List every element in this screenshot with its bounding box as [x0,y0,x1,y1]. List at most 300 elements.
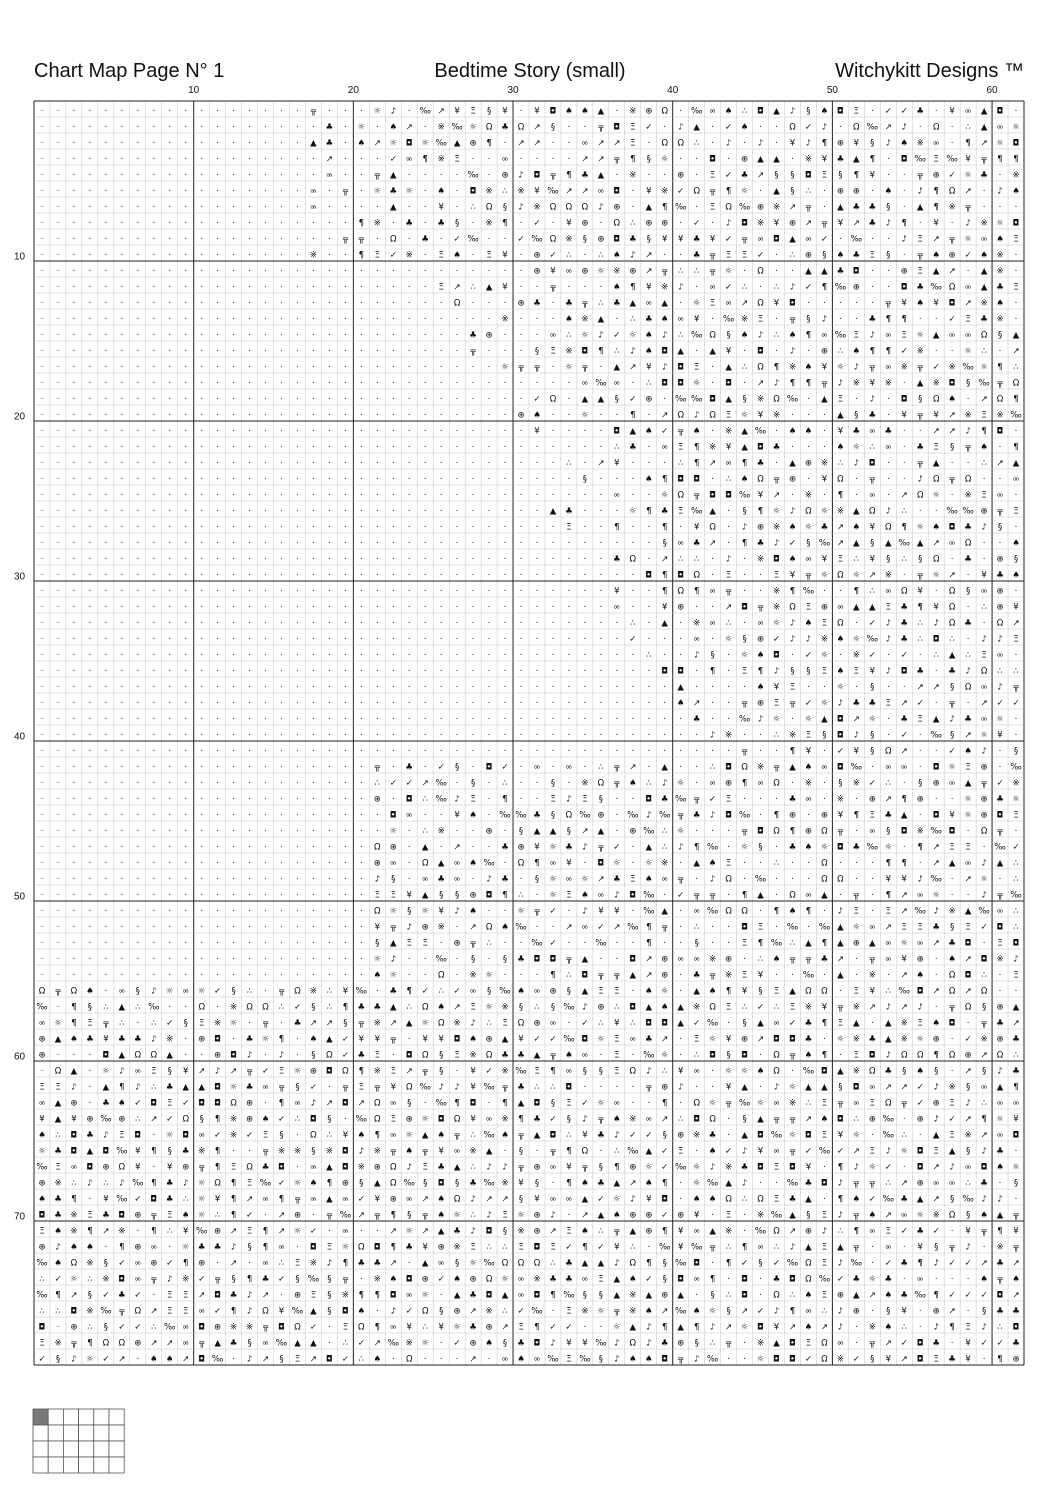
chart-symbol: ¶ [790,379,795,389]
page-map-cell [79,1457,94,1473]
chart-symbol: § [886,827,890,837]
chart-symbol: · [440,443,443,453]
chart-symbol: · [727,1115,730,1125]
chart-symbol: Ω [725,907,732,917]
chart-symbol: ╦ [917,363,924,373]
chart-symbol: ※ [853,779,860,789]
chart-symbol: § [663,539,667,549]
chart-symbol: ¥ [279,1307,285,1317]
chart-symbol: · [472,363,475,373]
chart-symbol: § [535,875,539,885]
chart-symbol: · [216,491,219,501]
chart-symbol: ∞ [709,779,716,789]
chart-symbol: Ξ [407,939,412,949]
chart-symbol: · [360,155,363,165]
chart-symbol: § [934,1067,938,1077]
chart-symbol: ◘ [741,1291,748,1301]
chart-symbol: ♪ [327,1259,332,1269]
chart-symbol: · [903,1115,906,1125]
chart-symbol: ♣ [932,1339,940,1349]
chart-symbol: · [679,219,682,229]
chart-symbol: · [839,859,842,869]
chart-symbol: · [41,859,44,869]
chart-symbol: ※ [805,779,812,789]
chart-symbol: ‰ [675,1307,686,1317]
chart-symbol: · [600,955,603,965]
row-label: 60 [14,1052,25,1063]
chart-symbol: · [376,811,379,821]
chart-symbol: § [774,171,778,181]
chart-symbol: ✓ [661,427,668,437]
chart-symbol: Ω [981,331,988,341]
chart-symbol: ♪ [311,1099,316,1109]
chart-symbol: ☼ [597,267,605,277]
chart-symbol: · [584,507,587,517]
chart-symbol: · [440,699,443,709]
chart-symbol: ↗ [869,1291,876,1301]
chart-symbol: ¶ [662,475,667,485]
chart-symbol: ✓ [805,283,812,293]
chart-symbol: ▲ [837,203,844,213]
chart-symbol: · [568,651,571,661]
chart-symbol: ∴ [1013,363,1018,373]
chart-symbol: ✓ [645,1131,652,1141]
chart-symbol: · [615,747,618,757]
chart-symbol: § [551,123,555,133]
chart-symbol: · [248,331,251,341]
chart-symbol: ‰ [356,1115,367,1125]
chart-symbol: · [89,523,92,533]
chart-symbol: ∴ [502,1243,507,1253]
chart-symbol: § [806,539,810,549]
chart-symbol: ⊕ [837,139,844,149]
chart-symbol: · [472,843,475,853]
chart-symbol: ¶ [822,1019,827,1029]
chart-symbol: ✓ [278,1275,285,1285]
chart-symbol: Ξ [902,923,907,933]
chart-symbol: ☼ [1012,123,1020,133]
chart-symbol: · [136,955,139,965]
chart-symbol: ✓ [501,763,508,773]
chart-symbol: ↗ [150,1339,157,1349]
chart-symbol: ╦ [709,187,716,197]
chart-symbol: ‰ [531,939,542,949]
chart-symbol: · [919,731,922,741]
chart-symbol: ☼ [1012,1163,1020,1173]
chart-symbol: · [136,939,139,949]
chart-symbol: · [344,603,347,613]
chart-symbol: ╦ [613,763,620,773]
chart-symbol: Ω [55,1067,62,1077]
chart-symbol: § [950,923,954,933]
chart-symbol: · [344,635,347,645]
chart-symbol: ✓ [390,779,397,789]
chart-symbol: ╦ [390,923,397,933]
chart-symbol: · [57,811,60,821]
chart-symbol: · [568,635,571,645]
chart-symbol: · [89,635,92,645]
chart-symbol: · [41,1067,44,1077]
chart-symbol: · [152,443,155,453]
chart-symbol: ※ [965,411,972,421]
chart-symbol: · [184,1003,187,1013]
chart-symbol: ⊕ [837,187,844,197]
chart-symbol: · [73,891,76,901]
chart-symbol: · [759,1275,762,1285]
chart-symbol: ╦ [949,1243,956,1253]
chart-symbol: ♪ [566,795,571,805]
chart-symbol: · [344,971,347,981]
chart-symbol: ◘ [837,1115,844,1125]
chart-symbol: ¥ [215,1195,221,1205]
chart-symbol: · [216,747,219,757]
chart-symbol: ♠ [86,1243,94,1253]
chart-symbol: ∞ [996,1099,1003,1109]
chart-symbol: ☼ [996,1115,1004,1125]
chart-symbol: Ω [422,1003,429,1013]
chart-symbol: · [120,955,123,965]
chart-symbol: ↗ [965,955,972,965]
chart-symbol: · [536,155,539,165]
chart-symbol: ♣ [501,123,509,133]
column-label: 20 [348,85,359,96]
chart-symbol: · [168,1003,171,1013]
chart-symbol: ⊕ [549,987,556,997]
chart-symbol: ♪ [838,907,843,917]
chart-symbol: · [57,443,60,453]
chart-symbol: · [935,747,938,757]
chart-symbol: · [887,651,890,661]
chart-symbol: ◘ [741,1275,748,1285]
chart-symbol: ∴ [39,1307,44,1317]
chart-symbol: ※ [933,1211,940,1221]
chart-symbol: § [966,1083,970,1093]
chart-symbol: · [520,747,523,757]
chart-symbol: · [136,219,139,229]
chart-symbol: · [472,667,475,677]
chart-symbol: · [312,443,315,453]
chart-symbol: ♪ [247,1307,252,1317]
chart-symbol: ⊕ [422,1275,429,1285]
chart-symbol: ✓ [901,1227,908,1237]
chart-symbol: · [73,203,76,213]
chart-symbol: ♪ [630,347,635,357]
chart-symbol: ♠ [533,411,541,421]
chart-symbol: Ξ [726,1003,731,1013]
chart-symbol: ¥ [454,811,460,821]
chart-symbol: · [120,587,123,597]
chart-symbol: ╦ [262,1147,269,1157]
chart-symbol: · [41,379,44,389]
chart-symbol: Ξ [886,699,891,709]
chart-symbol: · [392,539,395,549]
chart-symbol: · [57,363,60,373]
chart-symbol: · [248,219,251,229]
chart-symbol: · [855,619,858,629]
chart-symbol: · [312,347,315,357]
chart-symbol: · [168,715,171,725]
chart-symbol: · [248,235,251,245]
chart-symbol: · [168,779,171,789]
chart-symbol: ╦ [613,1307,620,1317]
chart-symbol: · [200,1051,203,1061]
chart-symbol: ☼ [501,363,509,373]
chart-symbol: ╦ [294,1195,301,1205]
chart-symbol: · [168,347,171,357]
chart-symbol: ∞ [773,1019,780,1029]
chart-symbol: · [168,587,171,597]
chart-symbol: ∴ [981,603,986,613]
chart-symbol: ※ [486,1307,493,1317]
chart-symbol: · [679,155,682,165]
chart-symbol: · [536,779,539,789]
chart-symbol: Ω [805,987,812,997]
chart-symbol: ⊕ [853,1307,860,1317]
chart-symbol: ◘ [310,1243,317,1253]
chart-symbol: · [679,651,682,661]
chart-symbol: · [248,731,251,741]
chart-symbol: ▲ [630,971,637,981]
chart-symbol: · [376,475,379,485]
chart-symbol: · [807,875,810,885]
chart-symbol: · [328,507,331,517]
chart-symbol: ‰ [643,907,654,917]
chart-symbol: ◘ [757,1131,764,1141]
chart-symbol: ↗ [885,923,892,933]
chart-symbol: ¶ [550,1291,555,1301]
chart-symbol: ◘ [613,235,620,245]
chart-symbol: · [232,267,235,277]
chart-symbol: ◘ [661,667,668,677]
chart-symbol: · [328,283,331,293]
chart-symbol: ♣ [805,1035,813,1045]
chart-symbol: ♠ [757,683,765,693]
chart-symbol: § [136,987,140,997]
chart-symbol: · [280,187,283,197]
chart-symbol: · [600,1323,603,1333]
chart-symbol: ∞ [134,1275,141,1285]
chart-symbol: · [631,939,634,949]
chart-symbol: ✓ [677,891,684,901]
chart-symbol: · [360,683,363,693]
chart-symbol: · [488,491,491,501]
chart-symbol: · [280,891,283,901]
chart-symbol: ◘ [534,1339,541,1349]
chart-symbol: · [312,603,315,613]
chart-symbol: ◘ [949,1019,956,1029]
chart-symbol: · [376,443,379,453]
chart-symbol: · [168,139,171,149]
chart-symbol: ‰ [851,763,862,773]
chart-symbol: · [264,699,267,709]
chart-symbol: Ξ [870,1099,875,1109]
chart-symbol: ⊕ [533,267,540,277]
chart-symbol: ♪ [790,507,795,517]
chart-symbol: · [89,267,92,277]
chart-symbol: ♪ [550,1211,555,1221]
chart-symbol: § [934,1243,938,1253]
chart-symbol: · [120,507,123,517]
chart-symbol: ※ [853,1067,860,1077]
chart-symbol: ☼ [964,795,972,805]
chart-symbol: ※ [581,1307,588,1317]
chart-symbol: ▲ [550,507,557,517]
chart-symbol: · [424,619,427,629]
chart-symbol: ¶ [215,1163,220,1173]
chart-symbol: ∴ [662,827,667,837]
chart-symbol: · [631,907,634,917]
chart-symbol: Ξ [758,923,763,933]
chart-symbol: · [520,107,523,117]
chart-symbol: Ω [693,1099,700,1109]
chart-symbol: · [105,523,108,533]
chart-symbol: · [280,811,283,821]
chart-symbol: · [679,523,682,533]
chart-symbol: ╦ [693,491,700,501]
chart-symbol: ♠ [741,475,749,485]
chart-symbol: ∴ [854,1115,859,1125]
chart-symbol: ¶ [949,1323,954,1333]
chart-symbol: Ω [821,1355,828,1365]
chart-symbol: ∴ [566,331,571,341]
chart-symbol: ⊕ [214,1227,221,1237]
chart-symbol: · [520,715,523,725]
chart-symbol: ‰ [707,1179,718,1189]
chart-symbol: ¥ [901,411,907,421]
chart-symbol: ╦ [581,1163,588,1173]
chart-symbol: ¶ [662,571,667,581]
chart-symbol: · [184,811,187,821]
chart-symbol: ╦ [581,299,588,309]
chart-symbol: · [823,299,826,309]
chart-symbol: · [73,699,76,709]
chart-symbol: ▲ [422,843,429,853]
chart-symbol: · [168,219,171,229]
chart-symbol: Ω [949,587,956,597]
chart-symbol: · [41,171,44,181]
chart-symbol: · [312,235,315,245]
chart-symbol: · [584,571,587,581]
chart-symbol: · [424,635,427,645]
chart-symbol: · [200,859,203,869]
chart-symbol: · [679,939,682,949]
chart-symbol: · [312,363,315,373]
chart-symbol: ▲ [933,459,940,469]
chart-symbol: ☼ [980,731,988,741]
chart-symbol: ♠ [757,651,765,661]
chart-symbol: · [73,571,76,581]
chart-symbol: · [184,779,187,789]
chart-symbol: · [440,427,443,437]
chart-symbol: ♠ [916,299,924,309]
chart-symbol: ✓ [438,1275,445,1285]
chart-symbol: · [376,603,379,613]
chart-symbol: · [504,971,507,981]
chart-symbol: ∴ [151,1323,156,1333]
chart-symbol: ¶ [822,939,827,949]
chart-symbol: · [855,955,858,965]
chart-symbol: · [200,683,203,693]
chart-symbol: · [440,555,443,565]
chart-symbol: Ξ [614,1067,619,1077]
chart-symbol: ∴ [502,187,507,197]
chart-symbol: ¥ [790,571,796,581]
chart-symbol: · [328,443,331,453]
chart-symbol: ※ [166,1035,173,1045]
chart-symbol: ※ [54,1339,61,1349]
chart-symbol: · [536,923,539,933]
chart-symbol: · [743,1211,746,1221]
chart-symbol: · [472,155,475,165]
chart-symbol: ∞ [693,1275,700,1285]
chart-symbol: · [552,731,555,741]
chart-symbol: ╦ [853,1179,860,1189]
chart-symbol: ∞ [693,907,700,917]
chart-symbol: · [424,283,427,293]
chart-symbol: · [41,283,44,293]
chart-symbol: ※ [725,971,732,981]
chart-symbol: · [120,651,123,661]
chart-symbol: ‰ [643,1051,654,1061]
chart-symbol: ☼ [852,635,860,645]
chart-symbol: Ω [949,283,956,293]
chart-symbol: · [41,731,44,741]
chart-symbol: ↗ [885,795,892,805]
chart-symbol: · [711,635,714,645]
chart-symbol: · [456,715,459,725]
chart-symbol: ☼ [86,1355,94,1365]
chart-symbol: ※ [310,1259,317,1269]
chart-symbol: · [184,107,187,117]
chart-symbol: ☼ [773,619,781,629]
chart-symbol: · [887,971,890,981]
chart-symbol: · [552,219,555,229]
chart-symbol: · [568,411,571,421]
chart-symbol: · [552,491,555,501]
chart-symbol: · [951,1275,954,1285]
chart-symbol: ∴ [854,555,859,565]
chart-symbol: · [647,667,650,677]
chart-symbol: ∴ [870,587,875,597]
chart-symbol: ⊕ [517,411,524,421]
chart-symbol: ◘ [869,1051,876,1061]
chart-symbol: · [264,827,267,837]
chart-symbol: · [296,459,299,469]
chart-symbol: · [328,715,331,725]
chart-symbol: Ω [422,1051,429,1061]
chart-symbol: ♣ [453,1227,461,1237]
chart-symbol: · [105,555,108,565]
chart-symbol: ¶ [774,811,779,821]
chart-symbol: ♪ [886,667,891,677]
chart-symbol: ※ [374,1275,381,1285]
chart-symbol: · [296,171,299,181]
chart-symbol: ▲ [55,1115,62,1125]
chart-symbol: ▲ [630,427,637,437]
chart-symbol: · [967,395,970,405]
chart-symbol: ¶ [215,1147,220,1157]
chart-symbol: · [184,155,187,165]
chart-symbol: ¶ [726,1259,731,1269]
chart-symbol: ✓ [821,235,828,245]
chart-symbol: · [408,171,411,181]
chart-symbol: · [120,891,123,901]
chart-symbol: · [73,107,76,117]
chart-symbol: ※ [438,123,445,133]
chart-symbol: ☼ [230,1083,238,1093]
chart-symbol: ↗ [454,283,461,293]
chart-symbol: ◘ [550,1131,557,1141]
